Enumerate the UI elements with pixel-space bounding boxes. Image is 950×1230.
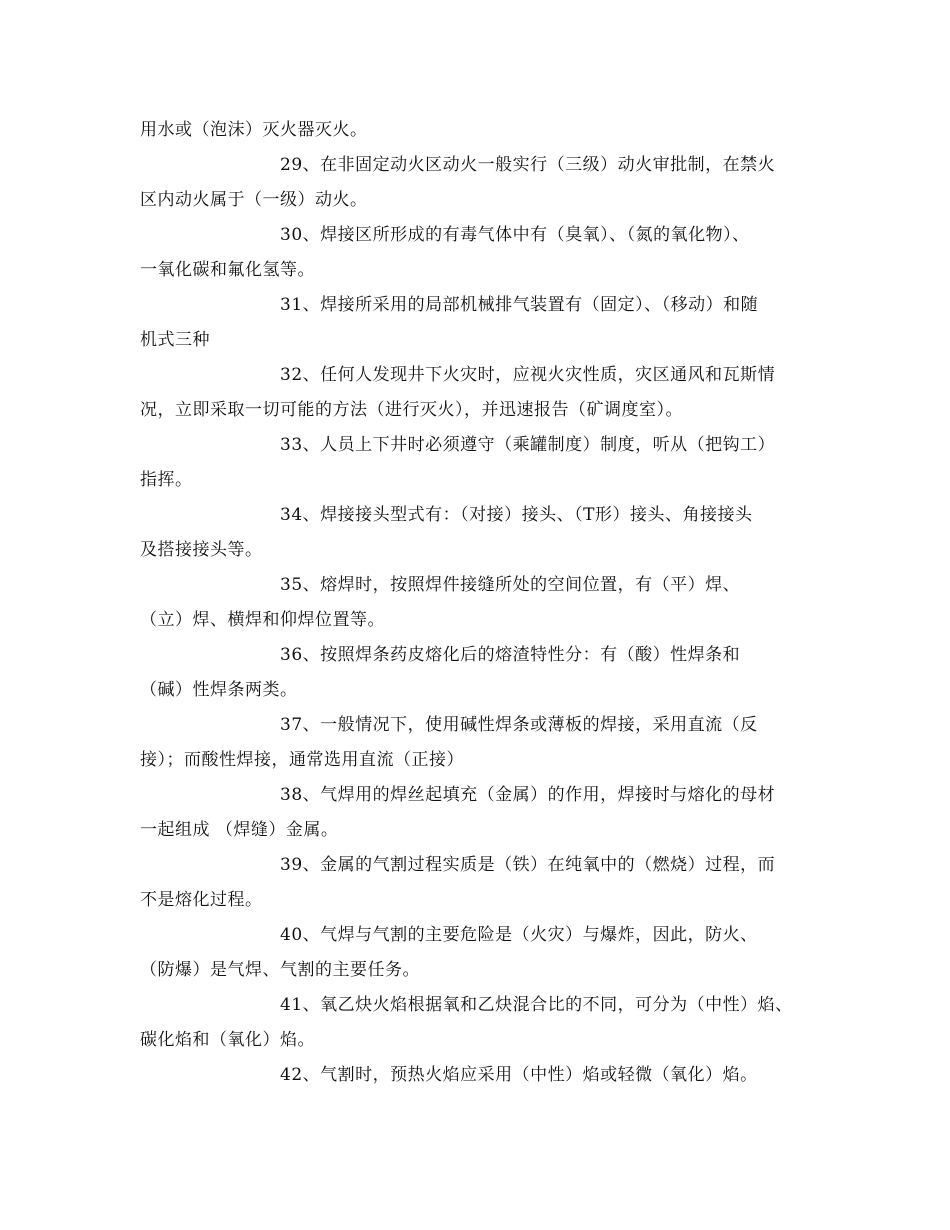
- text-line: 36、按照焊条药皮熔化后的熔渣特性分：有（酸）性焊条和: [280, 645, 741, 665]
- text-line: 42、气割时，预热火焰应采用（中性）焰或轻微（氧化）焰。: [280, 1065, 758, 1085]
- text-line: 一起组成 （焊缝）金属。: [140, 820, 339, 840]
- text-line: 不是熔化过程。: [140, 890, 263, 910]
- text-line: 碳化焰和（氧化）焰。: [140, 1030, 315, 1050]
- text-line: （碱）性焊条两类。: [140, 680, 298, 700]
- text-line: 接）；而酸性焊接，通常选用直流（正接）: [140, 750, 464, 770]
- text-line: 32、任何人发现井下火灾时，应视火灾性质，灾区通风和瓦斯情: [280, 365, 776, 385]
- text-line: （立）焊、横焊和仰焊位置等。: [140, 610, 385, 630]
- text-line: 及搭接接头等。: [140, 540, 263, 560]
- text-line: 机式三种: [140, 330, 210, 350]
- text-line: 35、熔焊时，按照焊件接缝所处的空间位置，有（平）焊、: [280, 575, 741, 595]
- text-line: 37、一般情况下，使用碱性焊条或薄板的焊接，采用直流（反: [280, 715, 758, 735]
- text-line: 40、气焊与气割的主要危险是（火灾）与爆炸，因此，防火、: [280, 925, 758, 945]
- text-line: 33、人员上下井时必须遵守（乘罐制度）制度，听从（把钩工）: [280, 435, 776, 455]
- text-line: （防爆）是气焊、气割的主要任务。: [140, 960, 420, 980]
- text-line: 31、焊接所采用的局部机械排气装置有（固定）、（移动）和随: [280, 295, 759, 315]
- text-line: 39、金属的气割过程实质是（铁）在纯氧中的（燃烧）过程，而: [280, 855, 776, 875]
- text-line: 用水或（泡沫）灭火器灭火。: [140, 120, 368, 140]
- text-line: 38、气焊用的焊丝起填充（金属）的作用，焊接时与熔化的母材: [280, 785, 776, 805]
- text-line: 34、焊接接头型式有：（对接）接头、（T形）接头、角接接头: [280, 505, 753, 525]
- text-line: 30、焊接区所形成的有毒气体中有（臭氧）、（氮的氧化物）、: [280, 225, 750, 245]
- text-line: 区内动火属于（一级）动火。: [140, 190, 368, 210]
- text-line: 况，立即采取一切可能的方法（进行灭火），并迅速报告（矿调度室）。: [140, 400, 683, 420]
- text-line: 指挥。: [140, 470, 193, 490]
- text-line: 一氧化碳和氟化氢等。: [140, 260, 315, 280]
- text-line: 29、在非固定动火区动火一般实行（三级）动火审批制，在禁火: [280, 155, 776, 175]
- text-line: 41、氧乙炔火焰根据氧和乙炔混合比的不同，可分为（中性）焰、: [280, 995, 793, 1015]
